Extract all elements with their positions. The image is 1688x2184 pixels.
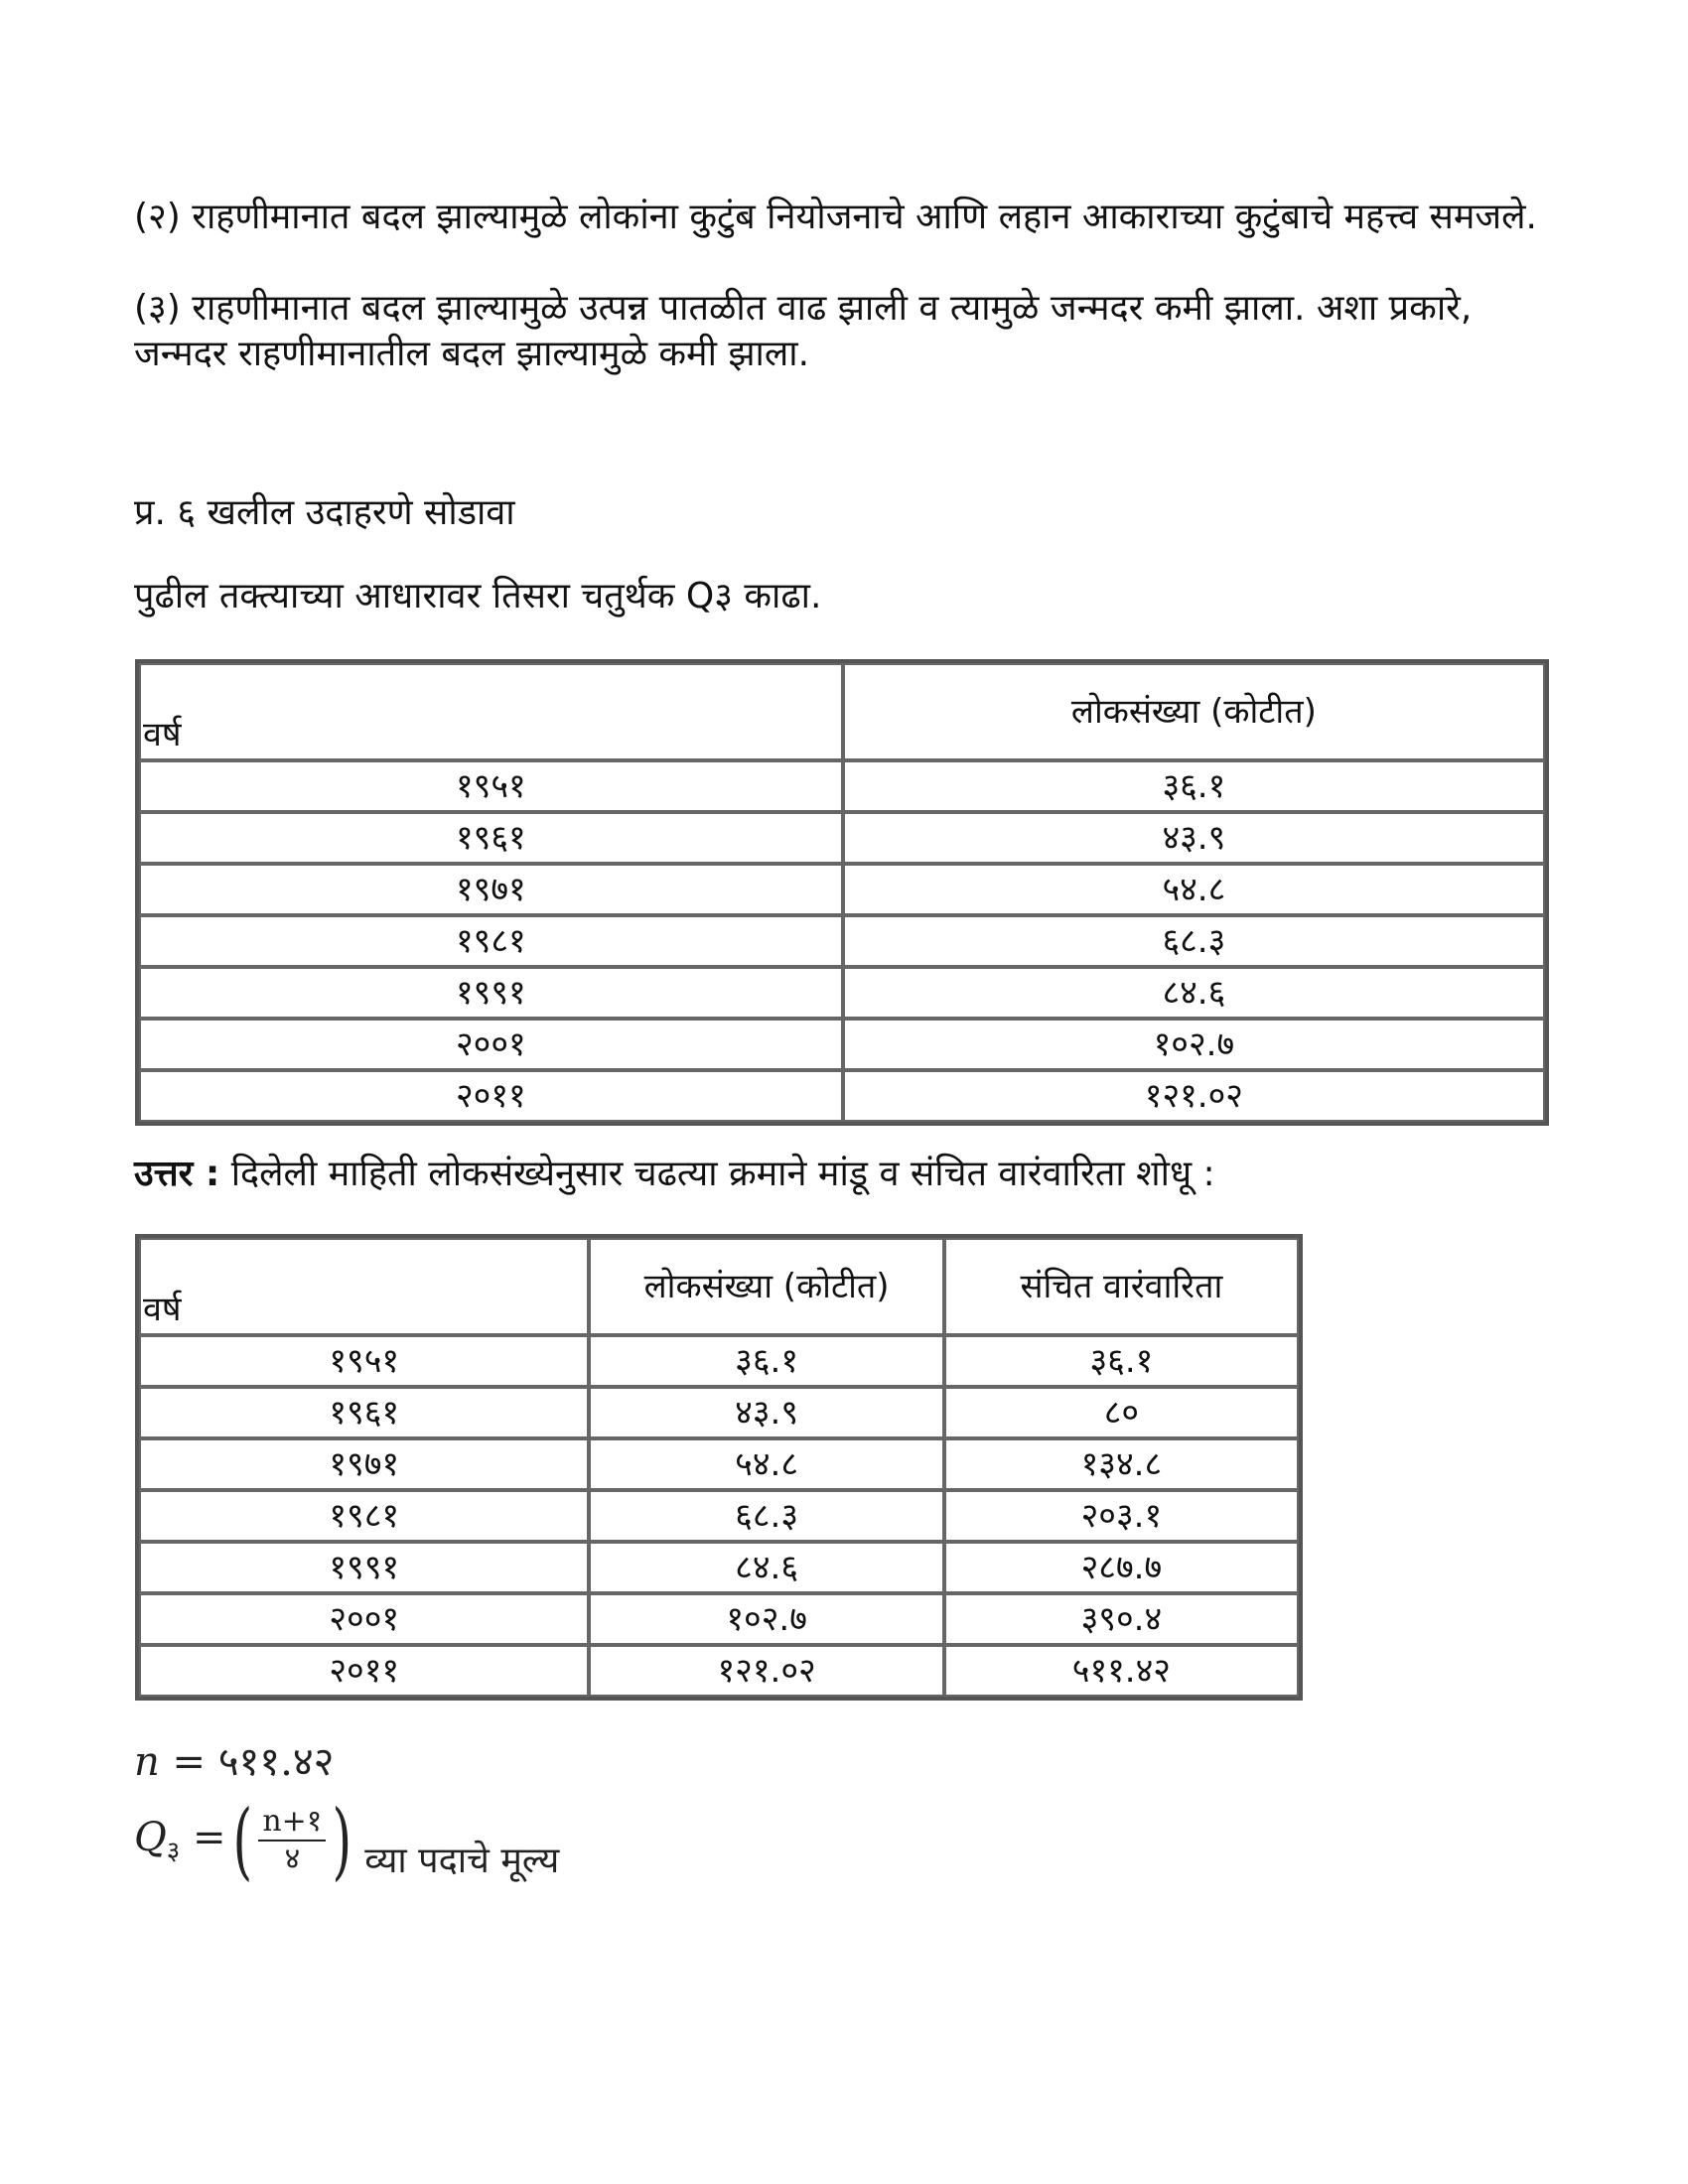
cell-year: १९८१ — [139, 915, 843, 967]
cell-year: २०११ — [139, 1645, 589, 1697]
cell-year: १९७१ — [139, 1438, 589, 1490]
header-cumulative-frequency: संचित वारंवारिता — [944, 1238, 1299, 1335]
table-row — [139, 1542, 1299, 1593]
table-row — [139, 1593, 1299, 1645]
cell-population: १२१.०२ — [589, 1645, 943, 1697]
fraction-denominator: ४ — [284, 1842, 301, 1876]
cell-population: ६८.३ — [589, 1490, 943, 1542]
cell-population: ८४.६ — [589, 1542, 943, 1593]
cell-year: १९५१ — [139, 760, 843, 812]
paragraph-point-3: (३) राहणीमानात बदल झाल्यामुळे उत्पन्न पातळीत वाढ झाली व त्यामुळे जन्मदर कमी झाला. अशा प्रकारे, जन्मदर राहणीमानातील बदल झाल्यामुळे कमी झाला. — [134, 288, 1473, 374]
cumulative-frequency-table — [135, 1234, 1303, 1701]
cell-population: १२१.०२ — [843, 1070, 1545, 1122]
cell-population: ५४.८ — [843, 864, 1545, 915]
header-year: वर्ष — [139, 1238, 589, 1335]
math-var-n: n — [134, 1739, 160, 1785]
cell-year: १९५१ — [139, 1335, 589, 1387]
fraction-numerator: n+१ — [258, 1804, 326, 1842]
cell-year: १९७१ — [139, 864, 843, 915]
table-row — [139, 760, 1545, 812]
cell-year: २००१ — [139, 1019, 843, 1070]
cell-year: २००१ — [139, 1593, 589, 1645]
cell-population: १०२.७ — [843, 1019, 1545, 1070]
equation-q3 — [134, 1792, 560, 1898]
table-row — [139, 1645, 1299, 1697]
table-row — [139, 812, 1545, 864]
table-row — [139, 1438, 1299, 1490]
cell-population: ४३.९ — [843, 812, 1545, 864]
equation-n — [134, 1732, 334, 1787]
cell-year: १९६१ — [139, 812, 843, 864]
math-var-q: Q — [134, 1814, 167, 1860]
table-header-row — [139, 663, 1545, 760]
header-year: वर्ष — [139, 663, 843, 760]
header-population: लोकसंख्या (कोटीत) — [843, 663, 1545, 760]
cell-population: ३६.१ — [843, 760, 1545, 812]
paragraph-point-2: (२) राहणीमानात बदल झाल्यामुळे लोकांना कुटुंब नियोजनाचे आणि लहान आकाराच्या कुटुंबाचे महत्त्व समजले. — [134, 197, 1537, 237]
answer-label: उत्तर : — [134, 1154, 220, 1194]
left-paren: ( — [232, 1792, 252, 1889]
table-row — [139, 1387, 1299, 1438]
cell-cumulative: २०३.१ — [944, 1490, 1299, 1542]
table-row — [139, 1070, 1545, 1122]
fraction — [258, 1804, 326, 1877]
question-title: प्र. ६ खलील उदाहरणे सोडावा — [134, 492, 515, 533]
cell-population: १०२.७ — [589, 1593, 943, 1645]
cell-cumulative: ३६.१ — [944, 1335, 1299, 1387]
question-instruction: पुढील तक्त्याच्या आधारावर तिसरा चतुर्थक Q३ काढा. — [134, 576, 822, 616]
cell-cumulative: १३४.८ — [944, 1438, 1299, 1490]
right-paren: ) — [332, 1792, 352, 1889]
population-table — [135, 659, 1549, 1126]
cell-cumulative: ८० — [944, 1387, 1299, 1438]
table-row — [139, 967, 1545, 1019]
cell-year: २०११ — [139, 1070, 843, 1122]
cell-population: ८४.६ — [843, 967, 1545, 1019]
table-row — [139, 864, 1545, 915]
cell-year: १९९१ — [139, 1542, 589, 1593]
cell-year: १९९१ — [139, 967, 843, 1019]
cell-population: ४३.९ — [589, 1387, 943, 1438]
cell-cumulative: ५११.४२ — [944, 1645, 1299, 1697]
table-header-row — [139, 1238, 1299, 1335]
table-row — [139, 1490, 1299, 1542]
cell-cumulative: ३९०.४ — [944, 1593, 1299, 1645]
math-n-value: = ५११.४२ — [159, 1739, 335, 1785]
math-equals: = — [180, 1814, 226, 1860]
header-population: लोकसंख्या (कोटीत) — [589, 1238, 943, 1335]
cell-population: ३६.१ — [589, 1335, 943, 1387]
math-suffix-text: व्या पदाचे मूल्य — [364, 1840, 560, 1881]
cell-population: ६८.३ — [843, 915, 1545, 967]
cell-population: ५४.८ — [589, 1438, 943, 1490]
math-sub-3: ३ — [166, 1836, 181, 1866]
cell-cumulative: २८७.७ — [944, 1542, 1299, 1593]
table-row — [139, 1335, 1299, 1387]
answer-text: दिलेली माहिती लोकसंख्येनुसार चढत्या क्रमाने मांडू व संचित वारंवारिता शोधू : — [219, 1154, 1215, 1194]
cell-year: १९८१ — [139, 1490, 589, 1542]
table-row — [139, 915, 1545, 967]
table-row — [139, 1019, 1545, 1070]
answer-statement — [134, 1152, 1564, 1197]
cell-year: १९६१ — [139, 1387, 589, 1438]
